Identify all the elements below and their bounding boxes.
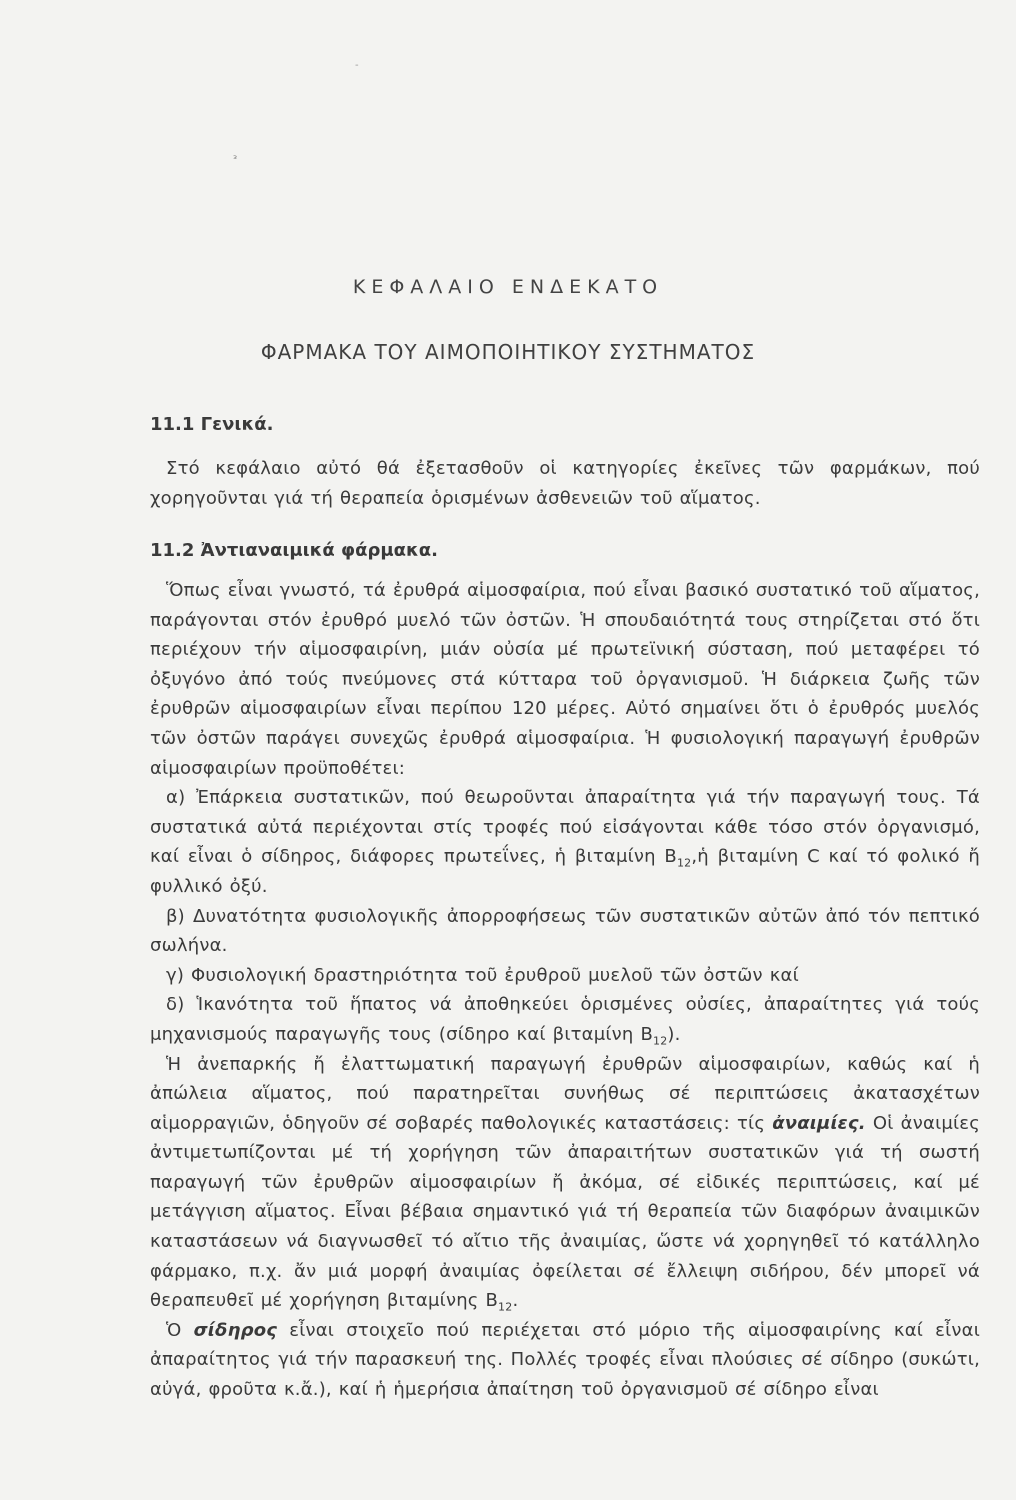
paragraph-anemias-text-2: Οἱ ἀναιμίες ἀντιμετωπίζονται μέ τή χορήγηση τῶν ἀπαραιτήτων συστατικῶν γιά τή σωστή παραγωγή τῶν ἐρυθρῶν αἱμοσφαιρίων ἤ ἀκόμα, σέ εἰδικές περιπτώσεις, καί μέ μετάγγιση αἵματος. Εἶναι βέβαια σημαντικό γιά τή θεραπεία τῶν διαφόρων ἀναιμικῶν καταστάσεων νά διαγνωσθεῖ τό αἴτιο τῆς ἀναιμίας, ὥστε νά χορηγηθεῖ τό κατάλληλο φάρμακο, π.χ. ἄν μιά μορφή ἀναιμίας ὀφείλεται σέ ἔλλειψη σιδήρου, δέν μπορεῖ νά θεραπευθεῖ μέ χορήγηση βιταμίνης B — [150, 1112, 980, 1312]
term-iron: σίδηρος — [193, 1319, 278, 1341]
paragraph-general: Στό κεφάλαιο αὐτό θά ἐξετασθοῦν οἱ κατηγορίες ἐκεῖνες τῶν φαρμάκων, πού χορηγοῦνται γιά τή θεραπεία ὁρισμένων ἀσθενειῶν τοῦ αἵματος. — [150, 458, 980, 509]
list-item-b: β) Δυνατότητα φυσιολογικῆς ἀπορροφήσεως τῶν συστατικῶν αὐτῶν ἀπό τόν πεπτικό σωλήνα. — [150, 905, 980, 957]
list-item-c: γ) Φυσιολογική δραστηριότητα τοῦ ἐρυθροῦ μυελοῦ τῶν ὀστῶν καί — [166, 964, 799, 986]
stray-mark: ᵌ — [233, 152, 238, 166]
paragraph-anemias-text: Ἡ ἀνεπαρκής ἤ ἐλαττωματική παραγωγή ἐρυθρῶν αἱμοσφαιρίων, καθώς καί ἡ ἀπώλεια αἵματος, πού παρατηρεῖται συνήθως σέ περιπτώσεις ἀκατασχέτων αἱμορραγιῶν, ὁδηγοῦν σέ σοβαρές παθολογικές καταστάσεις: τίς — [150, 1053, 980, 1134]
list-item-d — [150, 990, 980, 1049]
paragraph-anemias — [150, 1050, 980, 1316]
list-item-a-text: α) Ἐπάρκεια συστατικῶν, πού θεωροῦνται ἀπαραίτητα γιά τήν παραγωγή τους. Τά συστατικά αὐτά περιέχονται στίς τροφές πού εἰσάγονται κάθε τόσο στόν ὀργανισμό, καί εἶναι ὁ σίδηρος, διάφορες πρωτεΐνες, ἡ βιταμίνη B — [150, 787, 980, 868]
paragraph-anemias-subscript: 12 — [498, 1300, 513, 1314]
paragraph-iron-text-2: εἶναι στοιχεῖο πού περιέχεται στό μόριο τῆς αἱμοσφαιρίνης καί εἶναι ἀπαραίτητος γιά τήν παρασκευή της. Πολλές τροφές εἶναι πλούσιες σέ σίδηρο (συκώτι, αὐγά, φροῦτα κ.ἄ.), καί ἡ ἡμερήσια ἀπαίτηση τοῦ ὀργανισμοῦ σέ σίδηρο εἶναι — [150, 1319, 980, 1401]
section-heading-general: 11.1 Γενικά. — [150, 414, 274, 435]
paragraph-iron — [150, 1316, 980, 1405]
paragraph-anemias-text-end: . — [512, 1290, 519, 1312]
chapter-number: ΚΕΦΑΛΑΙΟ ΕΝΔΕΚΑΤΟ — [352, 276, 664, 298]
list-item-a-subscript: 12 — [676, 856, 692, 870]
top-dash-mark: - — [355, 60, 359, 71]
section-heading-antianemic: 11.2 Ἀντιαναιμικά φάρμακα. — [150, 540, 438, 561]
section-antianemic — [150, 536, 980, 1405]
paragraph-iron-text: Ὁ — [166, 1319, 194, 1341]
list-item-d-subscript: 12 — [653, 1034, 668, 1048]
list-item-a — [150, 783, 980, 901]
list-item-d-text: δ) Ἱκανότητα τοῦ ἥπατος νά ἀποθηκεύει ὁρισμένες οὐσίες, ἀπαραίτητες γιά τούς μηχανισμούς παραγωγῆς τους (σίδηρο καί βιταμίνη B — [150, 994, 980, 1045]
chapter-title: ΦΑΡΜΑΚΑ ΤΟΥ ΑΙΜΟΠΟΙΗΤΙΚΟΥ ΣΥΣΤΗΜΑΤΟΣ — [260, 340, 756, 364]
term-anemias: ἀναιμίες. — [772, 1112, 866, 1134]
list-item-a-text-end: ,ἡ βιταμίνη C καί τό φολικό ἤ φυλλικό ὀξύ. — [150, 846, 980, 897]
paragraph-antianemic-intro: Ὅπως εἶναι γνωστό, τά ἐρυθρά αἱμοσφαίρια, πού εἶναι βασικό συστατικό τοῦ αἵματος, παράγονται στόν ἐρυθρό μυελό τῶν ὀστῶν. Ἡ σπουδαιότητά τους στηρίζεται στό ὅτι περιέχουν τήν αἱμοσφαιρίνη, μιάν οὐσία μέ πρωτεϊνική σύσταση, πού μεταφέρει τό ὀξυγόνο ἀπό τούς πνεύμονες στά κύτταρα τοῦ ὀργανισμοῦ. Ἡ διάρκεια ζωῆς τῶν ἐρυθρῶν αἱμοσφαιρίων εἶναι περίπου 120 μέρες. Αὐτό σημαίνει ὅτι ὁ ἐρυθρός μυελός τῶν ὀστῶν παράγει συνεχῶς ἐρυθρά αἱμοσφαίρια. Ἡ φυσιολογική παραγωγή ἐρυθρῶν αἱμοσφαιρίων προϋποθέτει: — [150, 580, 980, 779]
list-item-d-text-end: ). — [667, 1023, 681, 1045]
section-general — [150, 410, 980, 513]
